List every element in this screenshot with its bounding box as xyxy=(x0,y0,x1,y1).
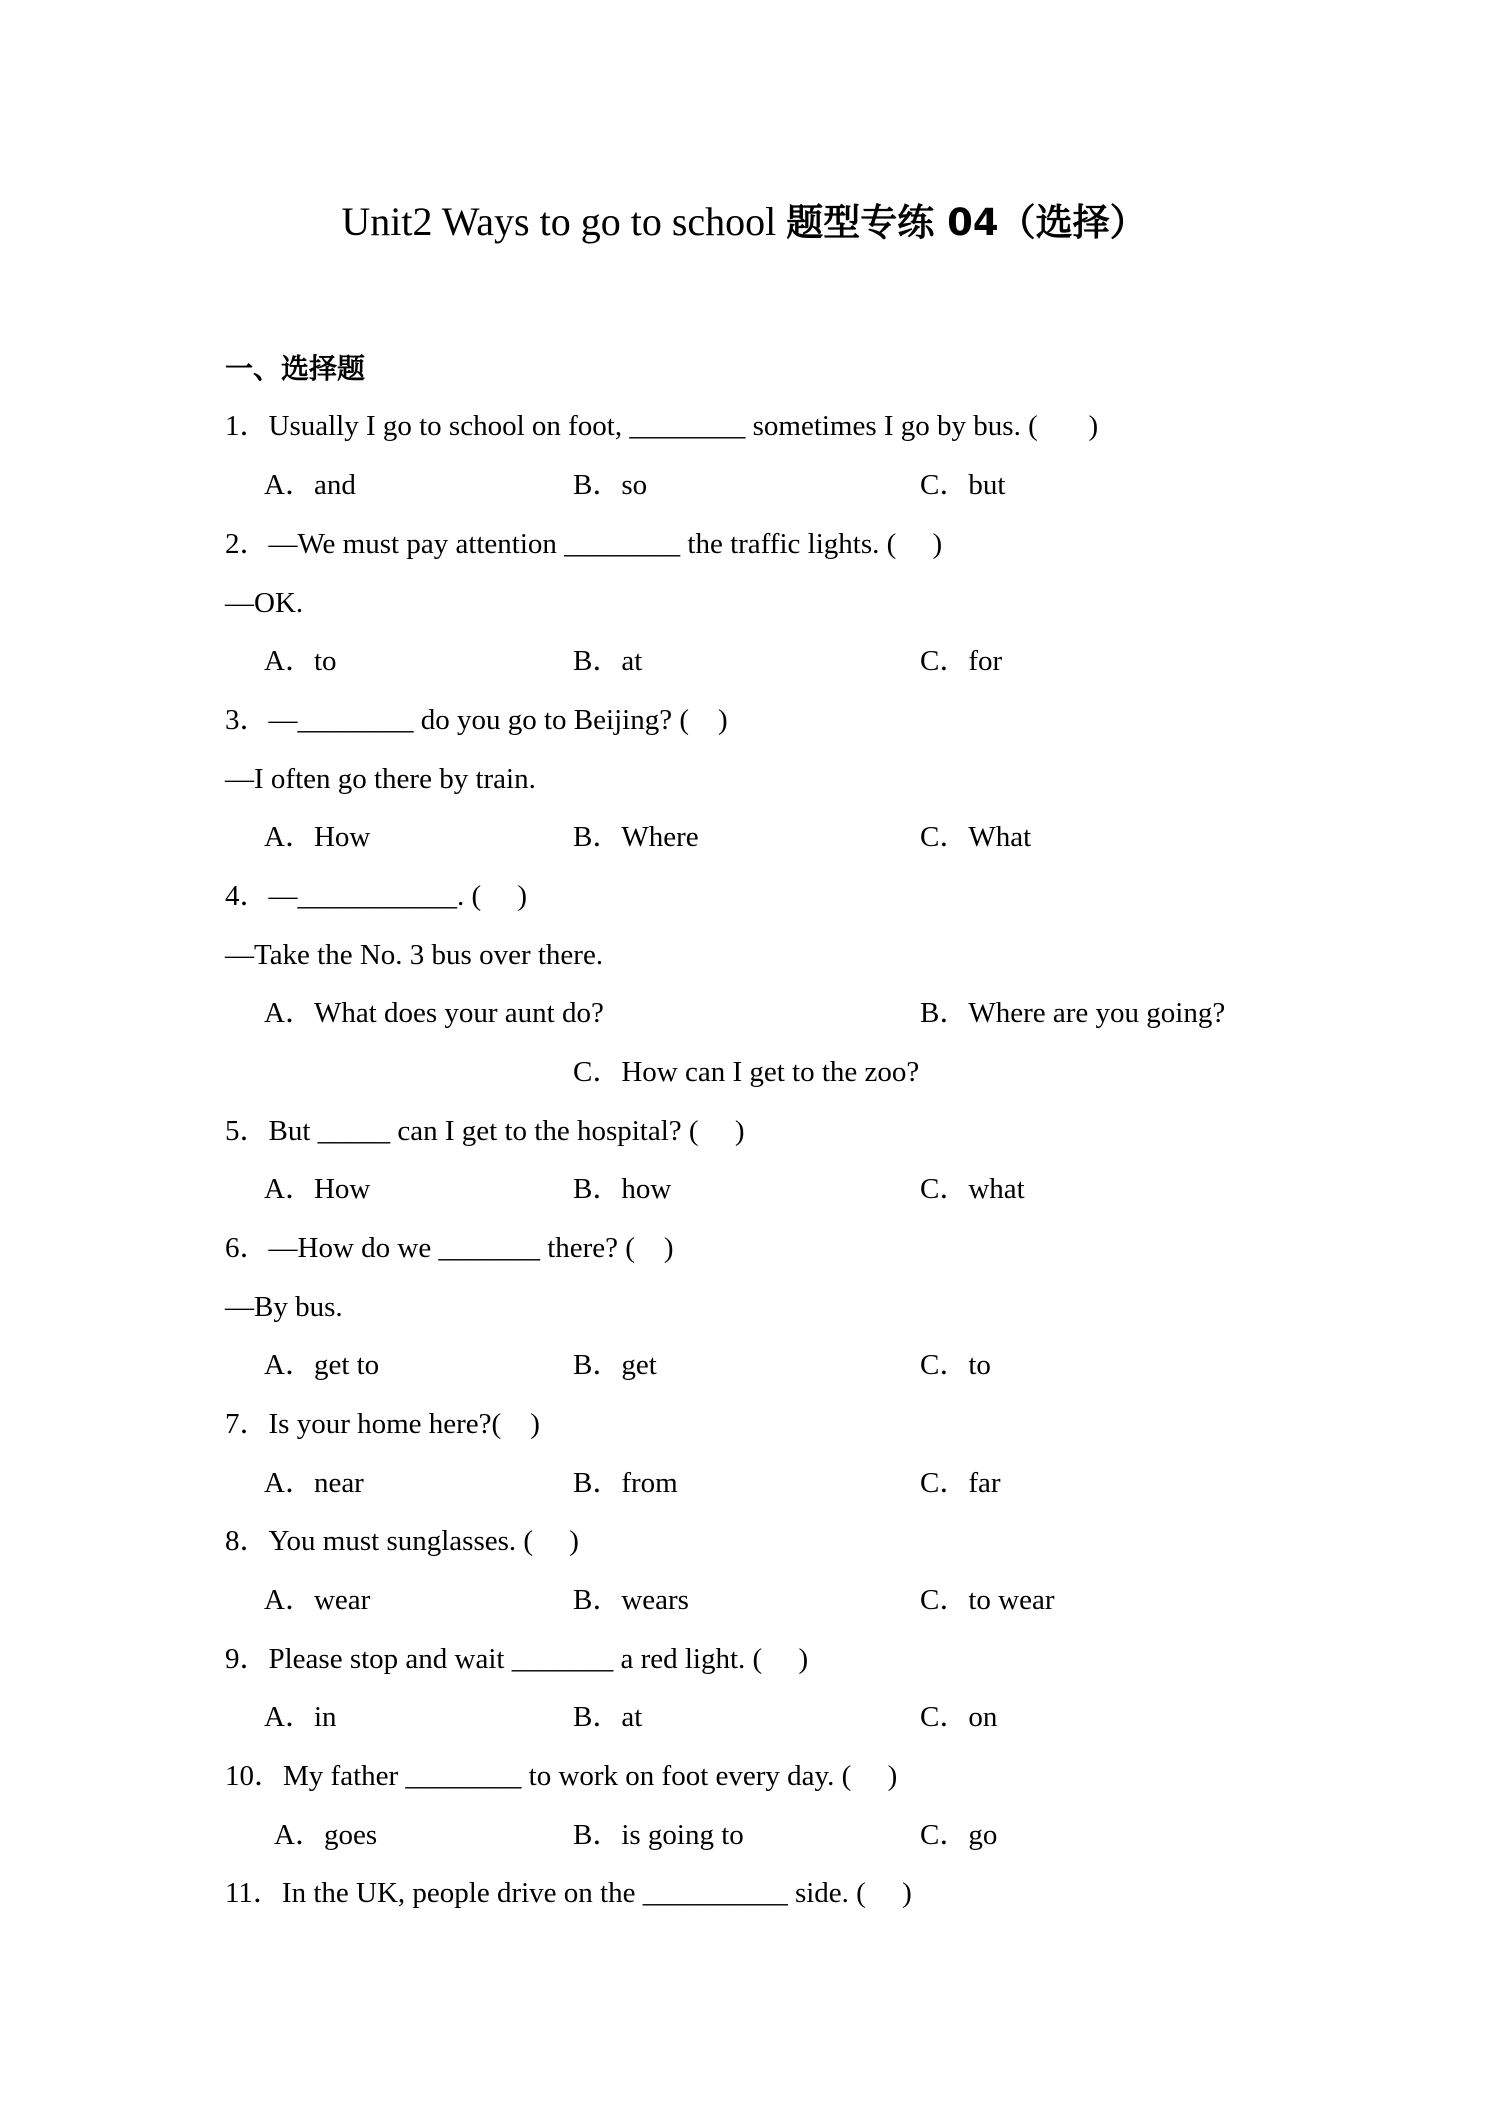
question-5-option-a[interactable]: A．How xyxy=(264,1173,371,1205)
title-number: 04 xyxy=(934,201,999,244)
section-heading: 一、选择题 xyxy=(225,352,366,385)
question-9-option-b[interactable]: B．at xyxy=(573,1701,643,1733)
question-4-option-a[interactable]: A．What does your aunt do? xyxy=(264,997,604,1029)
question-6-stem: 6．—How do we _______ there? ( ) xyxy=(225,1232,674,1264)
question-10-option-a[interactable]: A．goes xyxy=(274,1819,378,1851)
question-7-option-c[interactable]: C．far xyxy=(920,1467,1001,1499)
question-10-stem: 10．My father ________ to work on foot every day. ( ) xyxy=(225,1760,898,1792)
question-3-stem: 3．—________ do you go to Beijing? ( ) xyxy=(225,704,728,736)
title-paren: （选择） xyxy=(998,201,1147,244)
question-6-option-b[interactable]: B．get xyxy=(573,1349,657,1381)
question-11-stem: 11．In the UK, people drive on the __________ side. ( ) xyxy=(225,1877,912,1909)
question-6-option-c[interactable]: C．to xyxy=(920,1349,991,1381)
title-latin: Unit2 Ways to go to school xyxy=(341,199,787,244)
question-2-option-a[interactable]: A．to xyxy=(264,645,337,677)
question-6-option-a[interactable]: A．get to xyxy=(264,1349,380,1381)
question-4-option-c[interactable]: C．How can I get to the zoo? xyxy=(573,1056,920,1088)
question-8-option-b[interactable]: B．wears xyxy=(573,1584,689,1616)
question-5-option-b[interactable]: B．how xyxy=(573,1173,672,1205)
question-8-stem: 8．You must sunglasses. ( ) xyxy=(225,1525,579,1557)
question-3-option-b[interactable]: B．Where xyxy=(573,821,699,853)
question-3-reply: —I often go there by train. xyxy=(225,763,536,795)
question-2-reply: —OK. xyxy=(225,587,304,619)
question-7-stem: 7．Is your home here?( ) xyxy=(225,1408,540,1440)
question-4-option-b[interactable]: B．Where are you going? xyxy=(920,997,1226,1029)
question-5-option-c[interactable]: C．what xyxy=(920,1173,1025,1205)
question-1-option-c[interactable]: C．but xyxy=(920,469,1006,501)
title-cjk: 题型专练 xyxy=(786,201,935,244)
page-title xyxy=(0,192,1488,246)
question-7-option-a[interactable]: A．near xyxy=(264,1467,364,1499)
question-3-option-a[interactable]: A．How xyxy=(264,821,371,853)
question-9-stem: 9．Please stop and wait _______ a red light. ( ) xyxy=(225,1643,809,1675)
question-10-option-c[interactable]: C．go xyxy=(920,1819,998,1851)
question-2-stem: 2．—We must pay attention ________ the traffic lights. ( ) xyxy=(225,528,943,560)
question-2-option-c[interactable]: C．for xyxy=(920,645,1003,677)
question-2-option-b[interactable]: B．at xyxy=(573,645,643,677)
question-1-option-a[interactable]: A．and xyxy=(264,469,356,501)
question-10-option-b[interactable]: B．is going to xyxy=(573,1819,744,1851)
question-8-option-a[interactable]: A．wear xyxy=(264,1584,371,1616)
question-7-option-b[interactable]: B．from xyxy=(573,1467,678,1499)
question-4-stem: 4．—___________. ( ) xyxy=(225,880,528,912)
question-9-option-c[interactable]: C．on xyxy=(920,1701,998,1733)
question-8-option-c[interactable]: C．to wear xyxy=(920,1584,1055,1616)
question-1-option-b[interactable]: B．so xyxy=(573,469,648,501)
question-6-reply: —By bus. xyxy=(225,1291,343,1323)
question-1-stem: 1．Usually I go to school on foot, ________ sometimes I go by bus. ( ) xyxy=(225,410,1099,442)
question-3-option-c[interactable]: C．What xyxy=(920,821,1032,853)
question-5-stem: 5．But _____ can I get to the hospital? ( ) xyxy=(225,1115,745,1147)
question-9-option-a[interactable]: A．in xyxy=(264,1701,337,1733)
question-4-reply: —Take the No. 3 bus over there. xyxy=(225,939,604,971)
